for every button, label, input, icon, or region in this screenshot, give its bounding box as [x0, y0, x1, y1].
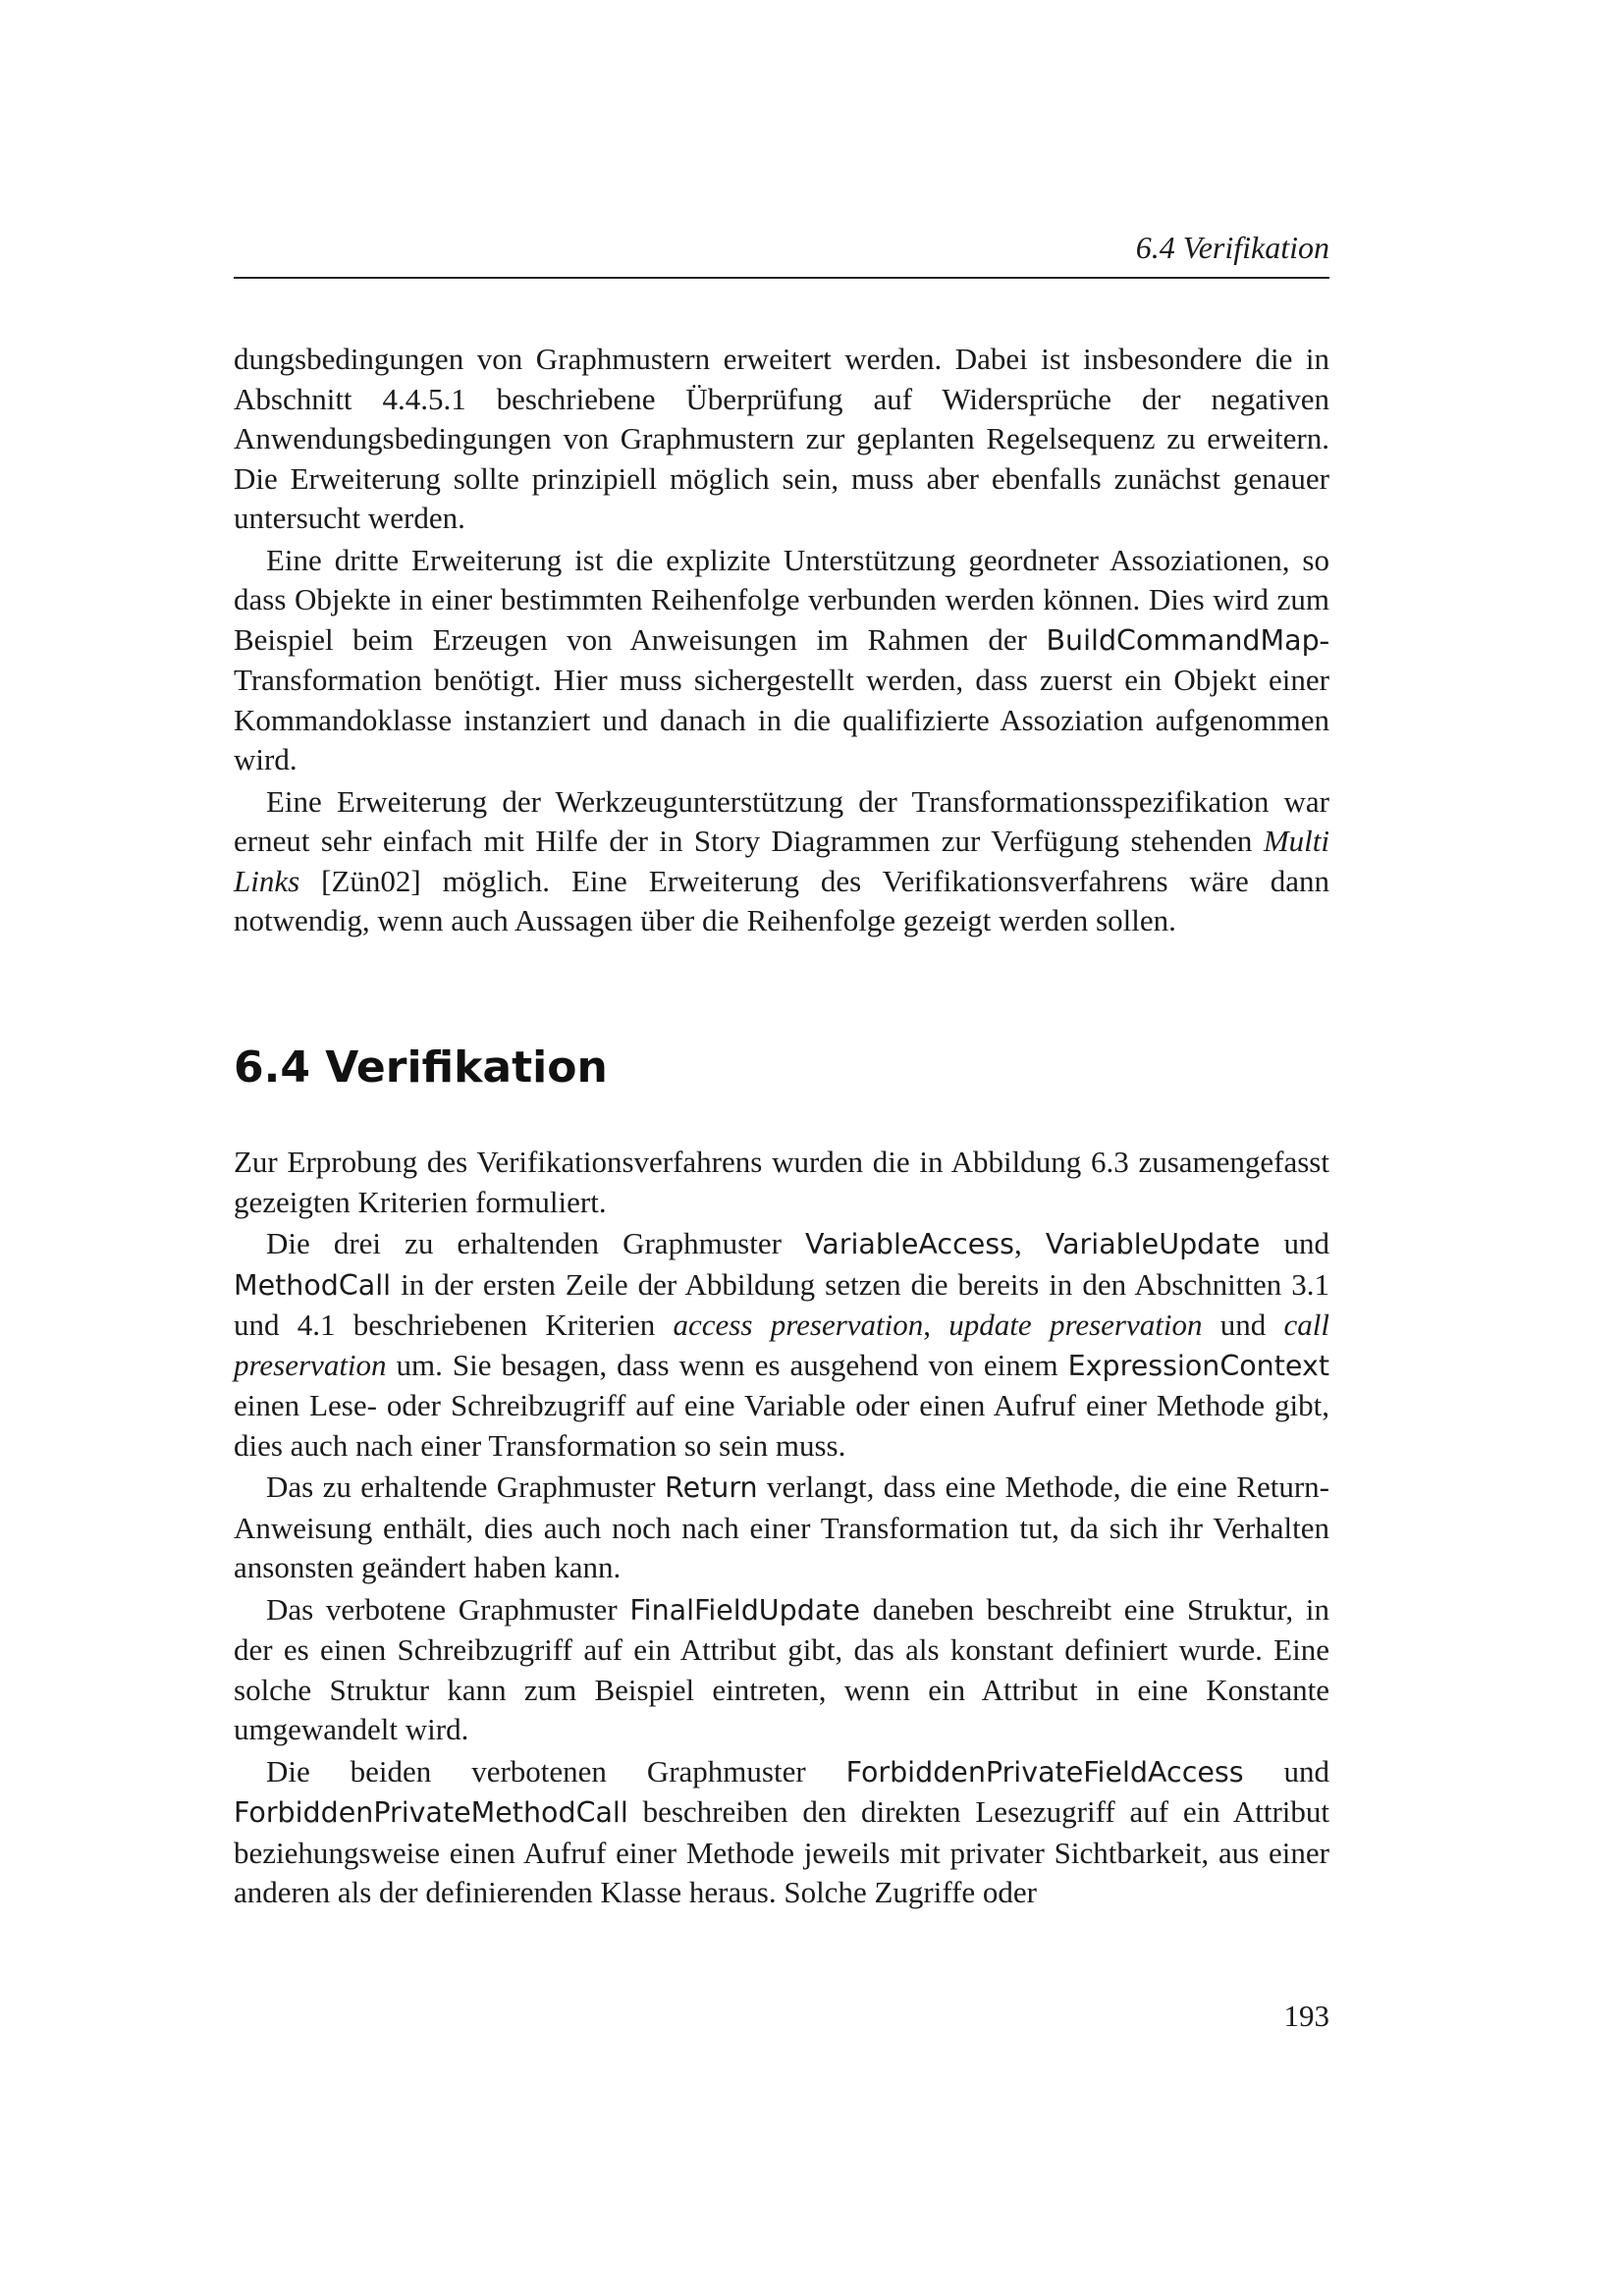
- page-number: 193: [1283, 1999, 1329, 2033]
- text-run: und: [1202, 1308, 1284, 1342]
- emphasized-term: call preservation: [234, 1308, 1330, 1382]
- text-run: um. Sie besagen, dass wenn es ausgehend von einem: [386, 1347, 1068, 1382]
- text-run: verlangt, dass eine Methode, die eine Return-Anweisung enthält, dies auch noch nach einer Transformation tut, da sich ihr Verhalten ansonsten geändert haben kann.: [234, 1469, 1329, 1584]
- emphasized-term: update preservation: [948, 1308, 1203, 1342]
- paragraph: [234, 782, 1329, 941]
- text-run: Das zu erhaltende Graphmuster: [266, 1469, 666, 1504]
- code-identifier: VariableUpdate: [1045, 1228, 1261, 1260]
- text-run: Zur Erprobung des Verifikationsverfahrens wurden die in Abbildung 6.3 zusamengefasst gezeigten Kriterien formuliert.: [234, 1145, 1329, 1219]
- paragraph: [234, 1752, 1329, 1913]
- emphasized-term: Multi Links: [234, 824, 1329, 898]
- section-heading: 6.4 Verifikation: [234, 1042, 608, 1093]
- text-run: und: [1243, 1753, 1329, 1789]
- text-run: daneben beschreibt eine Struktur, in der es einen Schreibzugriff auf ein Attribut gibt, das als konstant definiert wurde. Eine solche Struktur kann zum Beispiel eintreten, wenn ein Attribut in eine Konstante umgewandelt wird.: [234, 1591, 1329, 1746]
- code-identifier: ForbiddenPrivateFieldAccess: [845, 1755, 1244, 1789]
- text-run: in der ersten Zeile der Abbildung setzen die bereits in den Abschnitten 3.1 und 4.1 beschriebenen Kriterien: [234, 1266, 1329, 1342]
- text-run: Eine dritte Erweiterung ist die explizite Unterstützung geordneter Assoziationen, so dass Objekte in einer bestimmten Reihenfolge verbunden werden können. Dies wird zum Beispiel beim Erzeugen von Anweisungen im Rahmen der: [234, 542, 1329, 657]
- text-run: ,: [923, 1308, 949, 1342]
- text-run: Die drei zu erhaltenden Graphmuster: [266, 1226, 806, 1260]
- paragraph: [234, 1224, 1329, 1466]
- text-run: Eine Erweiterung der Werkzeugunterstützung der Transformationsspezifikation war erneut sehr einfach mit Hilfe der in Story Diagrammen zur Verfügung stehenden: [234, 783, 1329, 858]
- code-identifier: ForbiddenPrivateMethodCall: [234, 1796, 628, 1829]
- paragraph: [234, 1143, 1329, 1222]
- paragraph: [234, 340, 1329, 539]
- text-run: dungsbedingungen von Graphmustern erweitert werden. Dabei ist insbesondere die in Abschnitt 4.4.5.1 beschriebene Überprüfung auf Widersprüche der negativen Anwendungsbedingungen von Graphmustern zur geplanten Regelsequenz zu erweitern. Die Erweiterung sollte prinzipiell möglich sein, muss aber ebenfalls zunächst genauer untersucht werden.: [234, 342, 1329, 535]
- code-identifier: ExpressionContext: [1067, 1349, 1329, 1382]
- text-run: ,: [1013, 1226, 1046, 1260]
- text-run: und: [1260, 1226, 1329, 1260]
- text-run: [Zün02] möglich. Eine Erweiterung des Verifikationsverfahrens wäre dann notwendig, wenn auch Aussagen über die Reihenfolge gezeigt werden sollen.: [234, 863, 1329, 937]
- code-identifier: FinalFieldUpdate: [629, 1593, 861, 1627]
- header-rule: [234, 277, 1329, 279]
- running-header-title: 6.4 Verifikation: [1135, 230, 1329, 265]
- code-identifier: MethodCall: [234, 1268, 392, 1302]
- code-identifier: Return: [665, 1471, 758, 1504]
- paragraph: [234, 1468, 1329, 1588]
- text-run: -Transformation benötigt. Hier muss sichergestellt werden, dass zuerst ein Objekt einer Kommandoklasse instanziert und danach in die qualifizierte Assoziation aufgenommen wird.: [234, 621, 1329, 776]
- text-run: Das verbotene Graphmuster: [266, 1591, 630, 1627]
- paragraph: [234, 541, 1329, 780]
- code-identifier: BuildCommandMap: [1046, 623, 1320, 657]
- text-block-section-body: [234, 1143, 1329, 1913]
- code-identifier: VariableAccess: [805, 1228, 1014, 1260]
- text-run: beschreiben den direkten Lesezugriff auf ein Attribut beziehungsweise einen Aufruf einer Methode jeweils mit privater Sichtbarkeit, aus einer anderen als der definierenden Klasse heraus. Solche Zugriffe oder: [234, 1794, 1329, 1909]
- emphasized-term: access preservation: [673, 1308, 924, 1342]
- text-block-before-section: [234, 340, 1329, 941]
- text-run: Die beiden verbotenen Graphmuster: [266, 1753, 846, 1789]
- paragraph: [234, 1590, 1329, 1750]
- text-run: einen Lese- oder Schreibzugriff auf eine Variable oder einen Aufruf einer Methode gibt, dies auch nach einer Transformation so sein muss.: [234, 1388, 1329, 1463]
